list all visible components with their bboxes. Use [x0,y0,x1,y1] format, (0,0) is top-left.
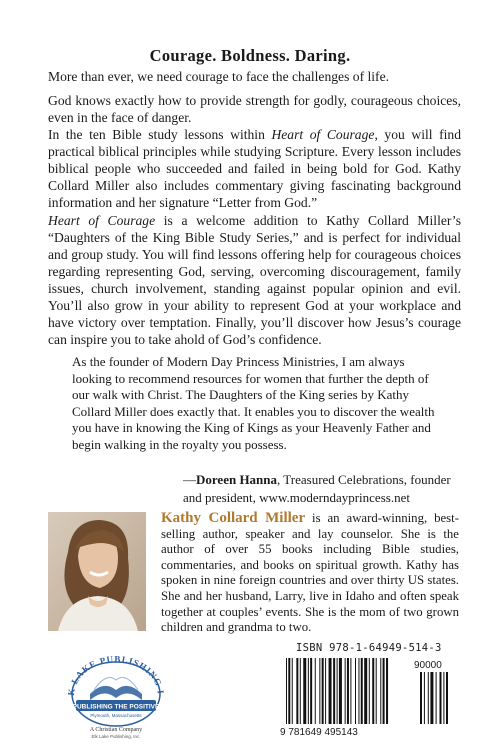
paragraph-text: God knows exactly how to provide strength for godly, courageous choices, even in the face of danger. [48,93,461,125]
barcode-bar [325,658,326,724]
paragraph-series [48,212,461,348]
tagline: Courage. Boldness. Daring. [149,46,351,65]
bio-text: is an award-winning, best-selling author, speaker and lay counselor. She is the author of over 55 books including Bible studies, commentaries, and books on spiritual growth. Kathy has spoken in nine foreign countries and over thirty US states. She and her husband, Larry, live in Idaho and often speak together at couples’ events. She is the mom of two grown children and grandma to two. [161,511,459,635]
barcode-bar [364,658,367,724]
book-title: Heart of Courage [48,213,156,228]
barcode-bar [443,672,444,724]
barcode-bar [386,658,388,724]
publisher-name: Elk Lake Publishing, Inc. [91,734,141,739]
barcode-bar [319,658,320,724]
paragraph-text: More than ever, we need courage to face the challenges of life. [48,69,390,84]
paragraph-text: In the ten Bible study lessons within [48,127,272,142]
barcode-bar [383,658,385,724]
book-title: Heart of Courage [271,127,375,142]
barcode-bar [369,658,370,724]
barcode-bar [303,658,306,724]
barcode-bar [300,658,301,724]
author-bio [161,511,459,636]
barcode-bar [361,658,363,724]
barcode-bar [339,658,342,724]
author-name: Kathy Collard Miller [161,510,306,526]
paragraph-lessons [48,126,461,211]
barcode-bar [315,658,316,724]
barcode-bar [358,658,359,724]
endorsement-attribution: —Doreen Hanna, Treasured Celebrations, founder and president, www.moderndayprincess.net [183,472,451,505]
barcode-bar [288,658,290,724]
barcode-bar [440,672,442,724]
barcode-bar [436,672,437,724]
endorser-name: Doreen Hanna [196,472,278,487]
barcode-bar [355,658,356,724]
barcode-bar [308,658,309,724]
paragraph-intro [48,68,461,85]
barcode-bar [347,658,349,724]
paragraph-text: , you will find practical biblical principles while studying Scripture. Every lesson includes biblical people who succeeded and failed in being bold for God. Kathy Collard Miller also includes commentary giving fascinating background information and her signature “Letter from God.” [48,127,461,210]
barcode-bar [428,672,429,724]
barcode-bar [292,658,293,724]
barcode-bar [376,658,377,724]
barcode-bar [345,658,346,724]
barcode-bar [329,658,332,724]
barcode-bar [420,672,422,724]
barcode-bar [296,658,298,724]
price-code: 90000 [414,660,442,671]
barcode-digits: 9 781649 495143 [280,727,358,738]
barcode-bar [333,658,335,724]
publisher-logo [60,650,172,742]
publisher-arc-text: K LAKE PUBLISHING I [65,653,167,697]
paragraph-strength [48,92,461,126]
isbn-label: ISBN 978-1-64949-514-3 [296,642,442,654]
barcode-bar [322,658,324,724]
barcode-bar [380,658,381,724]
barcode-bar [446,672,448,724]
barcode-bar [424,672,425,724]
barcode-bar [350,658,351,724]
publisher-tagline: A Christian Company [89,727,143,733]
barcode-bar [286,658,287,724]
paragraph-text: is a welcome addition to Kathy Collard Miller’s “Daughters of the King Bible Study Series,” and is perfect for individual and group study. You will find lessons offering help for courageous choices regarding representing God, serving, overcoming discouragement, family issues, church involvement, standing against popular opinion and evil. You’ll also grow in your ability to represent God at your workplace and have victory over temptation. Finally, you’ll discover how Jesus’s courage can inspire you to take ahold of God’s confidence. [48,213,461,347]
publisher-banner: PUBLISHING THE POSITIVE [72,703,160,711]
publisher-location: Plymouth, Massachusetts [90,713,142,718]
endorsement-quote: As the founder of Modern Day Princess Ministries, I am always looking to recommend resources for women that further the depth of our walk with Christ. The Daughters of the King series by Kathy Collard Miller does exactly that. It enables you to discover the wealth you have in knowing the King of Kings as your Heavenly Father and begin walking in the royalty you possess. [72,354,435,452]
author-photo [48,512,146,631]
barcode-bar [430,672,433,724]
barcode-bar [337,658,338,724]
barcode-bar [372,658,374,724]
barcode-bar [310,658,312,724]
endorser-role: , Treasured Celebrations, founder and president, www.moderndayprincess.net [183,472,451,505]
